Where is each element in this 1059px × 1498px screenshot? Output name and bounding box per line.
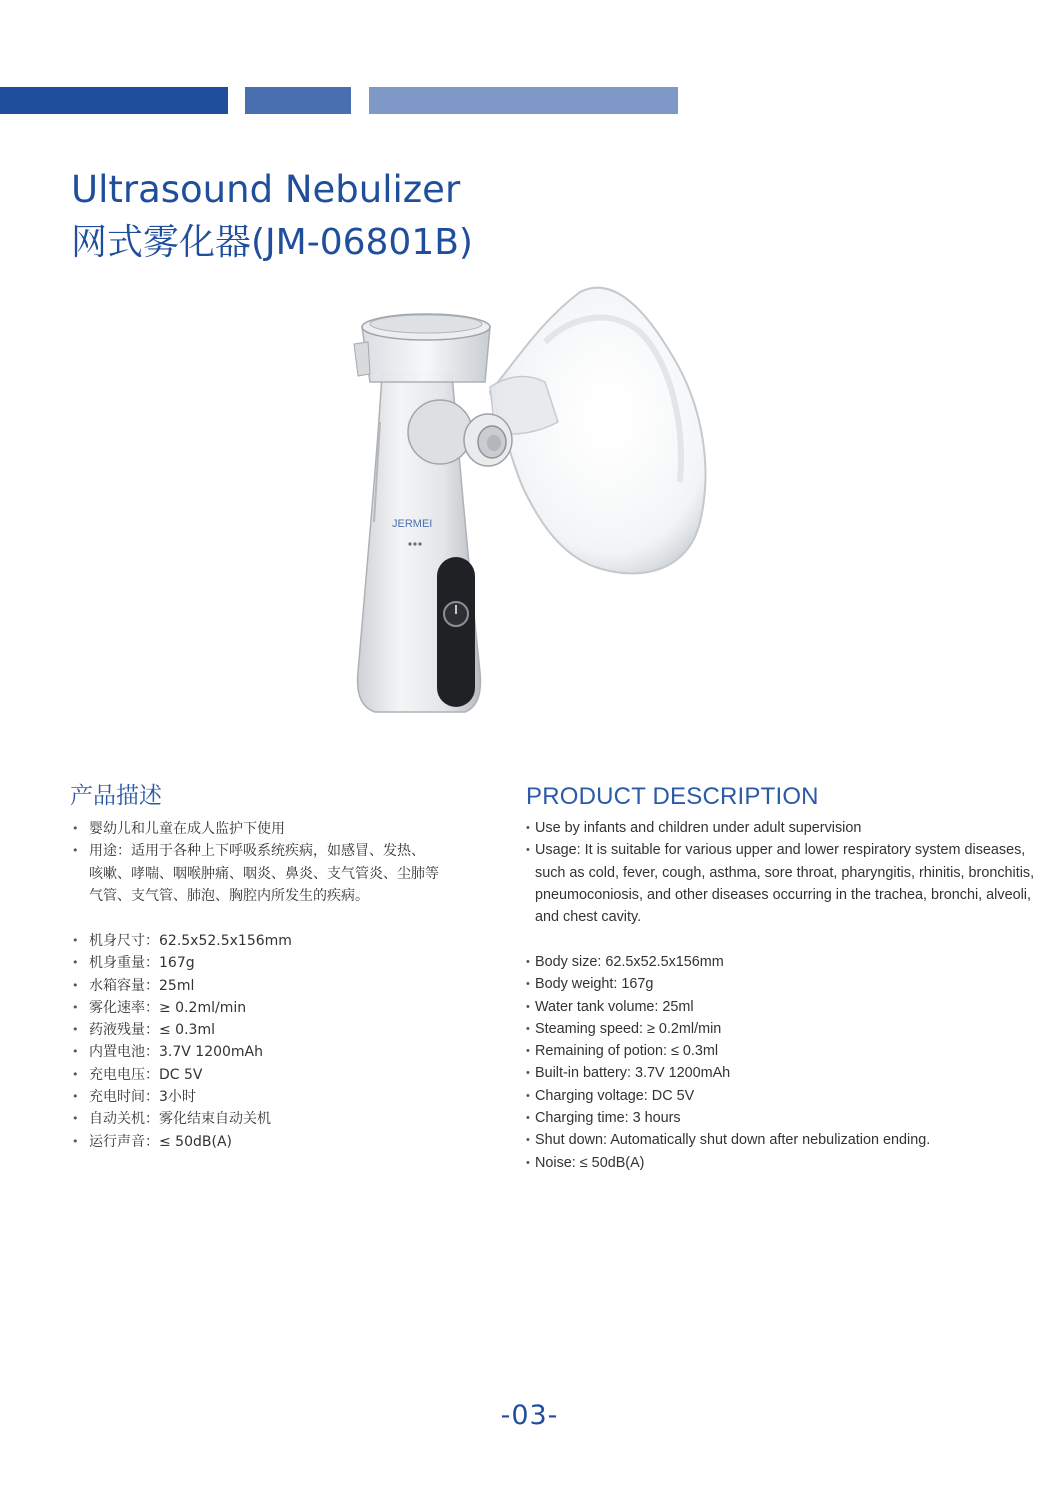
title-english: Ultrasound Nebulizer xyxy=(71,168,461,211)
spec-item: • Body weight: 167g xyxy=(526,973,1056,995)
list-item-text: 气管、支气管、肺泡、胸腔内所发生的疾病。 xyxy=(89,887,369,904)
spec-item: • 机身尺寸：62.5x52.5x156mm xyxy=(72,930,492,952)
section-heading-english: PRODUCT DESCRIPTION xyxy=(526,783,819,810)
list-item xyxy=(72,840,492,907)
spec-item: • 机身重量：167g xyxy=(72,952,492,974)
spec-item: • 运行声音：≤ 50dB(A) xyxy=(72,1131,492,1153)
spec-item: • Noise: ≤ 50dB(A) xyxy=(526,1152,1056,1174)
nebulizer-product-image xyxy=(340,282,720,722)
list-item-text: such as cold, fever, cough, asthma, sore throat, pharyngitis, rhinitis, bronchitis, xyxy=(535,864,1035,881)
header-bar-light xyxy=(369,87,678,114)
list-item xyxy=(526,817,1056,839)
list-item-text: 咳嗽、哮喘、咽喉肿痛、咽炎、鼻炎、支气管炎、尘肺等 xyxy=(89,865,439,882)
spec-item: • Water tank volume: 25ml xyxy=(526,996,1056,1018)
spec-item: • Charging voltage: DC 5V xyxy=(526,1085,1056,1107)
page-number: -03- xyxy=(500,1400,559,1431)
spec-item: • 内置电池：3.7V 1200mAh xyxy=(72,1041,492,1063)
en-intro-list xyxy=(526,817,1056,928)
spec-item: • Charging time: 3 hours xyxy=(526,1107,1056,1129)
list-item-text: 婴幼儿和儿童在成人监护下使用 xyxy=(89,821,285,837)
cn-intro-list xyxy=(72,818,492,907)
spec-item: • 水箱容量：25ml xyxy=(72,975,492,997)
spec-item: • Built-in battery: 3.7V 1200mAh xyxy=(526,1062,1056,1084)
brand-label: JERMEI xyxy=(392,518,433,530)
spec-item: • 雾化速率：≥ 0.2ml/min xyxy=(72,997,492,1019)
spec-item: • Shut down: Automatically shut down after nebulization ending. xyxy=(526,1129,1056,1151)
list-item-text: Usage: It is suitable for various upper and lower respiratory system diseases, xyxy=(535,842,1026,859)
list-item-text: Use by infants and children under adult supervision xyxy=(535,820,862,836)
header-bar-medium xyxy=(245,87,351,114)
spec-item: • Steaming speed: ≥ 0.2ml/min xyxy=(526,1018,1056,1040)
spec-item: • 自动关机：雾化结束自动关机 xyxy=(72,1108,492,1130)
en-spec-list xyxy=(526,951,1056,1174)
cn-spec-list xyxy=(72,930,492,1153)
spec-item: • 充电时间：3小时 xyxy=(72,1086,492,1108)
list-item-text: 用途：适用于各种上下呼吸系统疾病，如感冒、发热、 xyxy=(89,843,425,860)
list-item xyxy=(72,818,492,840)
spec-item: • 充电电压：DC 5V xyxy=(72,1064,492,1086)
spec-item: • Body size: 62.5x52.5x156mm xyxy=(526,951,1056,973)
header-bar-dark xyxy=(0,87,228,114)
list-item xyxy=(526,839,1056,928)
title-chinese: 网式雾化器(JM-06801B) xyxy=(71,222,473,263)
spec-item: • 药液残量：≤ 0.3ml xyxy=(72,1019,492,1041)
spec-item: • Remaining of potion: ≤ 0.3ml xyxy=(526,1040,1056,1062)
list-item-text: pneumoconiosis, and other diseases occurring in the trachea, bronchi, alveoli, xyxy=(535,886,1031,903)
section-heading-chinese: 产品描述 xyxy=(70,783,162,809)
list-item-text: and chest cavity. xyxy=(535,909,642,926)
